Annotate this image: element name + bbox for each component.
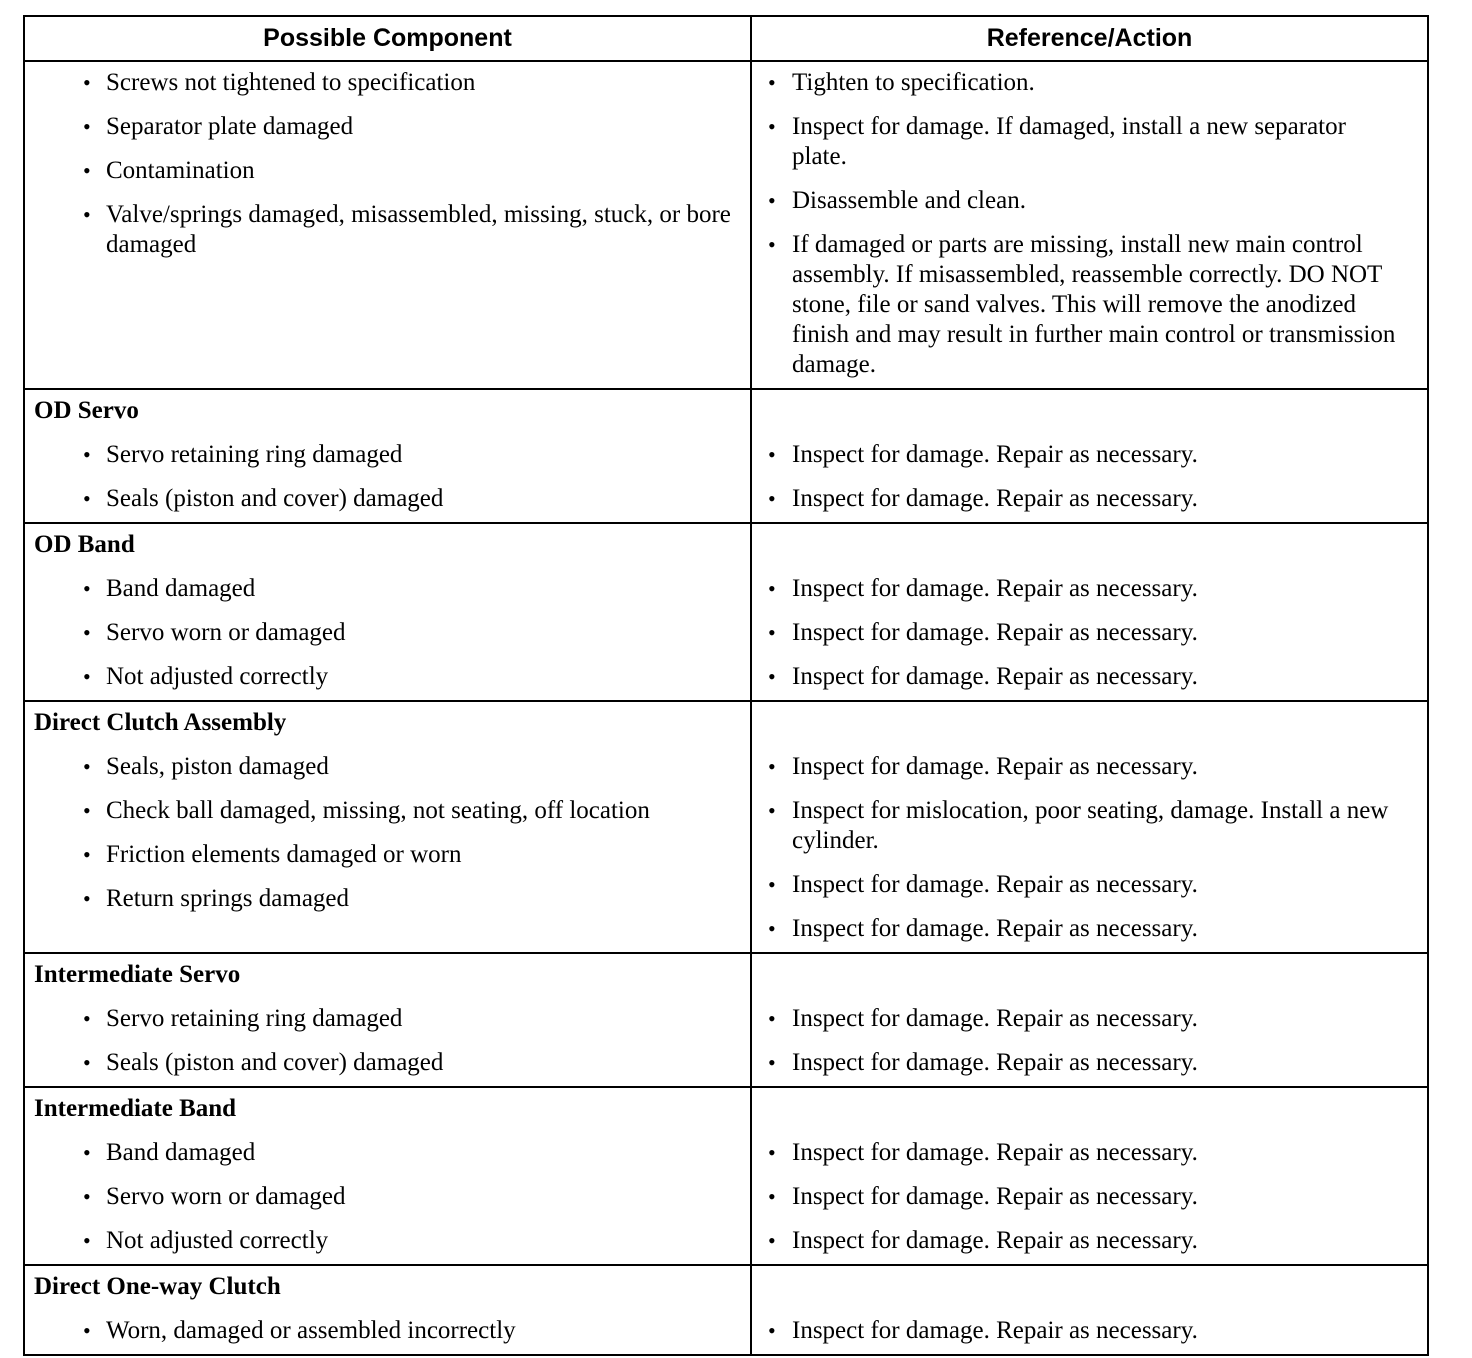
bullet-icon: •	[83, 842, 91, 867]
header-possible-component: Possible Component	[25, 17, 752, 60]
component-item	[25, 1226, 750, 1256]
component-cell	[25, 954, 752, 1086]
action-text: Inspect for mislocation, poor seating, damage. Install a new cylinder.	[792, 797, 1389, 854]
bullet-icon: •	[83, 202, 91, 227]
action-text: Inspect for damage. Repair as necessary.	[792, 915, 1198, 942]
action-item	[752, 484, 1427, 514]
action-cell	[752, 1266, 1427, 1354]
bullet-icon: •	[83, 158, 91, 183]
action-item	[752, 230, 1427, 380]
component-cell	[25, 1088, 752, 1264]
action-cell	[752, 524, 1427, 700]
bullet-icon: •	[83, 1228, 91, 1253]
component-text: Seals (piston and cover) damaged	[106, 485, 444, 512]
action-item	[752, 618, 1427, 648]
component-text: Separator plate damaged	[106, 113, 354, 140]
action-item	[752, 112, 1427, 172]
component-cell	[25, 524, 752, 700]
component-item	[25, 1138, 750, 1168]
bullet-icon: •	[83, 486, 91, 511]
bullet-icon: •	[768, 798, 776, 823]
component-text: Worn, damaged or assembled incorrectly	[106, 1317, 516, 1344]
section-title-spacer	[752, 1272, 1427, 1316]
action-text: Inspect for damage. Repair as necessary.	[792, 441, 1198, 468]
bullet-icon: •	[768, 1184, 776, 1209]
component-text: Servo worn or damaged	[106, 619, 346, 646]
action-item	[752, 870, 1427, 900]
action-text: Inspect for damage. Repair as necessary.	[792, 1183, 1198, 1210]
action-item	[752, 914, 1427, 944]
section-title-spacer	[752, 708, 1427, 752]
bullet-icon: •	[768, 576, 776, 601]
component-item	[25, 1048, 750, 1078]
table-section	[25, 1088, 1427, 1266]
component-item	[25, 484, 750, 514]
section-title-spacer	[752, 960, 1427, 1004]
action-text: Tighten to specification.	[792, 69, 1035, 96]
section-title: OD Servo	[34, 397, 139, 424]
bullet-icon: •	[83, 1140, 91, 1165]
component-cell	[25, 62, 752, 388]
action-text: If damaged or parts are missing, install new main control assembly. If misassembled, reassemble correctly. DO NOT stone, file or sand valves. This will remove the anodized finish and may result in further main control or transmission damage.	[792, 231, 1396, 378]
bullet-icon: •	[768, 1140, 776, 1165]
bullet-icon: •	[768, 70, 776, 95]
component-text: Band damaged	[106, 1139, 256, 1166]
component-text: Seals (piston and cover) damaged	[106, 1049, 444, 1076]
table-body	[25, 62, 1427, 1354]
action-text: Inspect for damage. Repair as necessary.	[792, 1139, 1198, 1166]
section-title: Intermediate Servo	[34, 961, 241, 988]
component-item	[25, 662, 750, 692]
action-text: Inspect for damage. Repair as necessary.	[792, 1005, 1198, 1032]
bullet-icon: •	[768, 1050, 776, 1075]
component-cell	[25, 390, 752, 522]
action-item	[752, 574, 1427, 604]
component-text: Screws not tightened to specification	[106, 69, 476, 96]
component-cell	[25, 1266, 752, 1354]
action-cell	[752, 1088, 1427, 1264]
bullet-icon: •	[768, 486, 776, 511]
table-section	[25, 1266, 1427, 1354]
action-cell	[752, 954, 1427, 1086]
component-text: Check ball damaged, missing, not seating, off location	[106, 797, 650, 824]
bullet-icon: •	[768, 442, 776, 467]
bullet-icon: •	[768, 664, 776, 689]
action-text: Inspect for damage. Repair as necessary.	[792, 753, 1198, 780]
component-item	[25, 618, 750, 648]
bullet-icon: •	[83, 1050, 91, 1075]
action-item	[752, 186, 1427, 216]
bullet-icon: •	[83, 1184, 91, 1209]
section-title-spacer	[752, 396, 1427, 440]
section-title: Intermediate Band	[34, 1095, 237, 1122]
action-text: Inspect for damage. Repair as necessary.	[792, 663, 1198, 690]
component-text: Servo retaining ring damaged	[106, 1005, 403, 1032]
action-item	[752, 1004, 1427, 1034]
component-item	[25, 884, 750, 914]
bullet-icon: •	[83, 70, 91, 95]
bullet-icon: •	[768, 114, 776, 139]
bullet-icon: •	[768, 1006, 776, 1031]
bullet-icon: •	[83, 1318, 91, 1343]
table-section	[25, 390, 1427, 524]
action-text: Inspect for damage. Repair as necessary.	[792, 1317, 1198, 1344]
component-text: Not adjusted correctly	[106, 663, 329, 690]
action-text: Inspect for damage. Repair as necessary.	[792, 1227, 1198, 1254]
bullet-icon: •	[83, 442, 91, 467]
component-text: Friction elements damaged or worn	[106, 841, 462, 868]
action-cell	[752, 390, 1427, 522]
bullet-icon: •	[83, 798, 91, 823]
action-text: Inspect for damage. Repair as necessary.	[792, 871, 1198, 898]
diagnosis-table	[23, 15, 1429, 1356]
table-section	[25, 702, 1427, 954]
table-header	[25, 17, 1427, 62]
component-text: Contamination	[106, 157, 255, 184]
action-item	[752, 796, 1427, 856]
bullet-icon: •	[768, 620, 776, 645]
bullet-icon: •	[768, 872, 776, 897]
component-item	[25, 156, 750, 186]
component-text: Servo worn or damaged	[106, 1183, 346, 1210]
component-item	[25, 752, 750, 782]
component-text: Not adjusted correctly	[106, 1227, 329, 1254]
bullet-icon: •	[83, 576, 91, 601]
bullet-icon: •	[83, 886, 91, 911]
table-section	[25, 62, 1427, 390]
bullet-icon: •	[83, 664, 91, 689]
action-item	[752, 1138, 1427, 1168]
action-text: Inspect for damage. Repair as necessary.	[792, 1049, 1198, 1076]
bullet-icon: •	[768, 1228, 776, 1253]
component-item	[25, 796, 750, 826]
component-item	[25, 440, 750, 470]
action-item	[752, 1226, 1427, 1256]
action-text: Disassemble and clean.	[792, 187, 1026, 214]
action-text: Inspect for damage. If damaged, install a new separator plate.	[792, 113, 1346, 170]
action-cell	[752, 702, 1427, 952]
bullet-icon: •	[83, 620, 91, 645]
bullet-icon: •	[768, 754, 776, 779]
bullet-icon: •	[83, 754, 91, 779]
component-item	[25, 1316, 750, 1346]
component-cell	[25, 702, 752, 952]
bullet-icon: •	[83, 1006, 91, 1031]
component-item	[25, 1004, 750, 1034]
section-title: OD Band	[34, 531, 135, 558]
component-item	[25, 112, 750, 142]
action-item	[752, 662, 1427, 692]
bullet-icon: •	[768, 188, 776, 213]
component-text: Servo retaining ring damaged	[106, 441, 403, 468]
action-item	[752, 440, 1427, 470]
bullet-icon: •	[768, 232, 776, 257]
action-cell	[752, 62, 1427, 388]
action-item	[752, 1316, 1427, 1346]
action-item	[752, 1182, 1427, 1212]
section-title-spacer	[752, 530, 1427, 574]
action-item	[752, 752, 1427, 782]
header-reference-action: Reference/Action	[986, 24, 1193, 52]
section-title: Direct Clutch Assembly	[34, 709, 287, 736]
component-item	[25, 840, 750, 870]
table-section	[25, 954, 1427, 1088]
action-text: Inspect for damage. Repair as necessary.	[792, 485, 1198, 512]
component-text: Valve/springs damaged, misassembled, missing, stuck, or bore damaged	[106, 201, 731, 258]
component-text: Return springs damaged	[106, 885, 350, 912]
action-text: Inspect for damage. Repair as necessary.	[792, 619, 1198, 646]
section-title: Direct One-way Clutch	[34, 1273, 281, 1300]
table-section	[25, 524, 1427, 702]
component-text: Band damaged	[106, 575, 256, 602]
section-title-spacer	[752, 1094, 1427, 1138]
component-text: Seals, piston damaged	[106, 753, 329, 780]
bullet-icon: •	[768, 1318, 776, 1343]
action-item	[752, 1048, 1427, 1078]
component-item	[25, 574, 750, 604]
component-item	[25, 1182, 750, 1212]
bullet-icon: •	[83, 114, 91, 139]
action-text: Inspect for damage. Repair as necessary.	[792, 575, 1198, 602]
action-item	[752, 68, 1427, 98]
component-item	[25, 200, 750, 260]
bullet-icon: •	[768, 916, 776, 941]
component-item	[25, 68, 750, 98]
